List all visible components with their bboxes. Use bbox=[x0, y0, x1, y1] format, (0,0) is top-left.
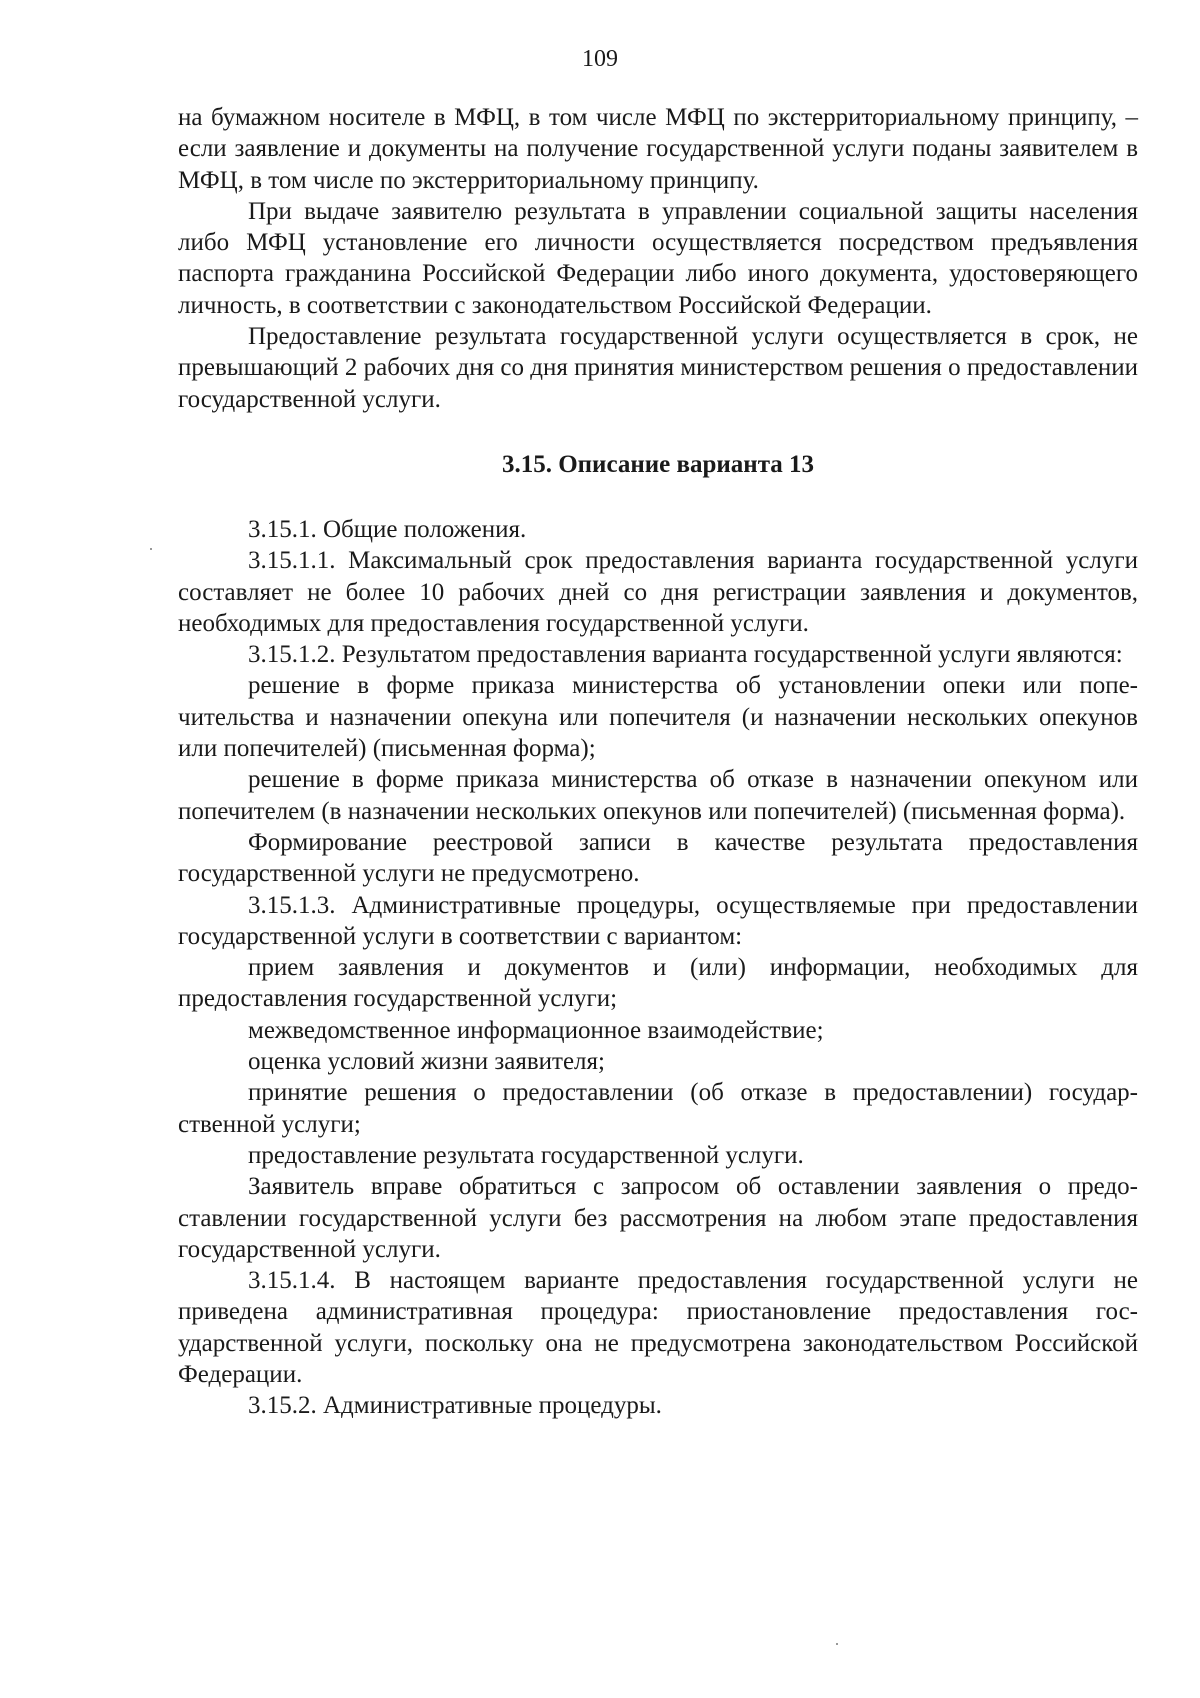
paragraph-intro-1: на бумажном носителе в МФЦ, в том числе МФЦ по экстерриториальному принципу, – если заявление и документы на получение государственной услуги поданы заявителем в МФЦ, в том числе по экстерриториальному принципу. bbox=[178, 104, 1138, 194]
paragraph-section-9: межведомственное информационное взаимодействие; bbox=[248, 1016, 824, 1044]
paragraph-section-6: Формирование реестровой записи в качестве результата предоставления государственной услуги не предусмотрено. bbox=[178, 828, 1138, 888]
section-heading: 3.15. Описание варианта 13 bbox=[501, 450, 815, 478]
paragraph-section-1: 3.15.1. Общие положения. bbox=[248, 515, 527, 543]
paragraph-section-10: оценка условий жизни заявителя; bbox=[248, 1048, 605, 1076]
page-number: 109 bbox=[582, 46, 618, 72]
document-body bbox=[178, 102, 1138, 1422]
paragraph-section-3: 3.15.1.2. Результатом предоставления варианта государственной услуги являются: bbox=[248, 641, 1123, 669]
paragraph-section-4: решение в форме приказа министерства об установлении опеки или попечительства и назначении опекуна или попечителя (и назначении нескольких опекунов или попечителей) (письменная форма); bbox=[178, 672, 1138, 763]
paragraph-intro-3: Предоставление результата государственной услуги осуществляется в срок, не превышающий 2 рабочих дня со дня принятия министерством решения о предоставлении государственной услуги. bbox=[178, 323, 1138, 413]
paragraph-intro-2: При выдаче заявителю результата в управлении социальной защиты населения либо МФЦ установление его личности осуществляется посредством предъявления паспорта гражданина Российской Федерации либо иного документа, удостоверяющего личность, в соответствии с законодательством Российской Федерации. bbox=[178, 197, 1138, 319]
scan-speck bbox=[150, 548, 152, 550]
paragraph-section-15: 3.15.2. Административные процедуры. bbox=[248, 1392, 662, 1420]
scan-speck bbox=[836, 1643, 838, 1645]
paragraph-section-14: 3.15.1.4. В настоящем варианте предоставления государственной услуги не приведена административная процедура: приостановление предоставления государственной услуги, поскольку она не предусмотрена законодательством Российской Федерации. bbox=[178, 1267, 1138, 1388]
paragraph-section-13: Заявитель вправе обратиться с запросом об оставлении заявления о предоставлении государственной услуги без рассмотрения на любом этапе предоставления государственной услуги. bbox=[178, 1173, 1138, 1263]
paragraph-section-11: принятие решения о предоставлении (об отказе в предоставлении) государственной услуги; bbox=[178, 1079, 1138, 1138]
paragraph-section-5: решение в форме приказа министерства об отказе в назначении опекуном или попечителем (в назначении нескольких опекунов или попечителей) (письменная форма). bbox=[178, 766, 1138, 825]
paragraph-section-12: предоставление результата государственной услуги. bbox=[248, 1141, 804, 1169]
paragraph-section-8: прием заявления и документов и (или) информации, необходимых для предоставления государственной услуги; bbox=[178, 954, 1138, 1013]
paragraph-section-2: 3.15.1.1. Максимальный срок предоставления варианта государственной услуги составляет не более 10 рабочих дней со дня регистрации заявления и документов, необходимых для предоставления государственной услуги. bbox=[178, 547, 1138, 637]
paragraph-section-7: 3.15.1.3. Административные процедуры, осуществляемые при предоставлении государственной услуги в соответствии с вариантом: bbox=[178, 891, 1138, 950]
